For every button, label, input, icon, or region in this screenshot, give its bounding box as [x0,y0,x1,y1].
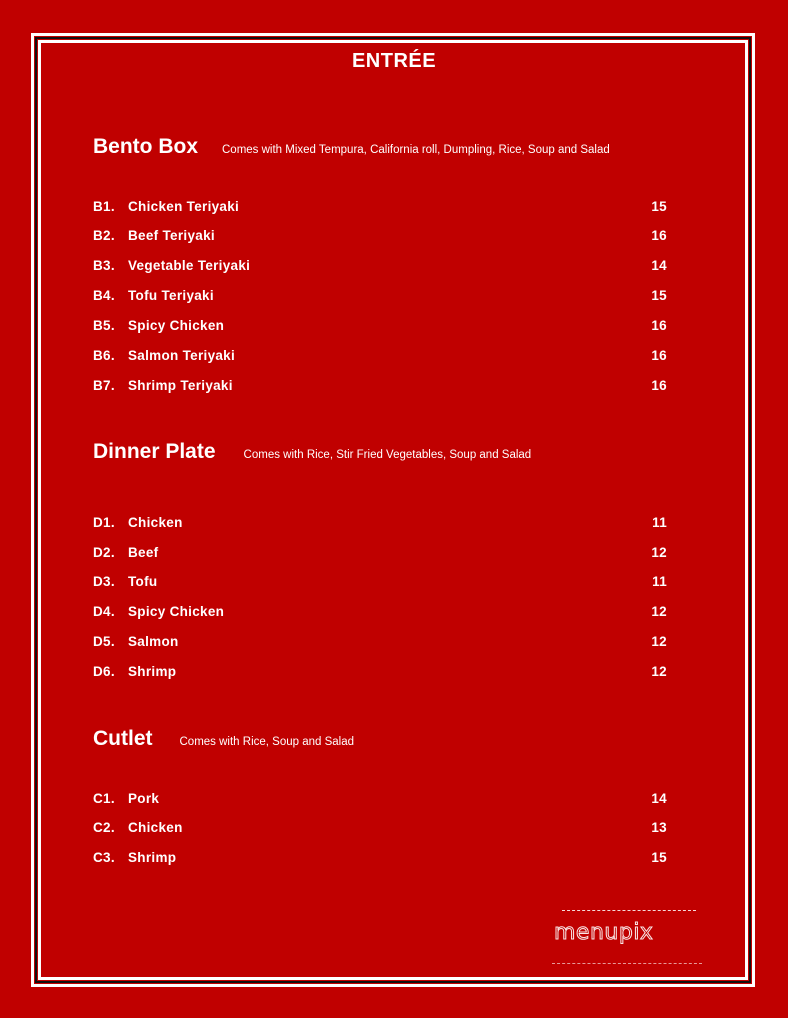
item-price: 16 [651,228,667,243]
item-name: Tofu Teriyaki [128,288,214,303]
item-name: Spicy Chicken [128,318,225,333]
menu-item [93,515,667,533]
item-name: Salmon [128,634,179,649]
page-title: ENTRÉE [351,50,437,72]
item-price: 15 [651,850,667,865]
item-name: Shrimp [128,850,177,865]
item-name: Shrimp Teriyaki [128,378,233,393]
item-price: 13 [651,820,667,835]
item-code: B5. [93,318,115,333]
section-description: Comes with Mixed Tempura, California roll, Dumpling, Rice, Soup and Salad [222,144,610,156]
item-code: D2. [93,545,115,560]
menu-item [93,318,667,336]
item-name: Chicken [128,820,183,835]
section-title: Bento Box [93,135,198,158]
item-name: Beef [128,545,159,560]
menu-item [93,228,667,246]
item-code: B1. [93,199,115,214]
section-header-bento-box [93,135,610,159]
item-code: D4. [93,604,115,619]
item-name: Shrimp [128,664,177,679]
menu-item [93,258,667,276]
section-header-cutlet [93,727,354,751]
item-price: 15 [651,288,667,303]
item-code: C3. [93,850,115,865]
item-name: Vegetable Teriyaki [128,258,251,273]
menu-item [93,574,667,592]
menu-item [93,850,667,868]
item-name: Chicken Teriyaki [128,199,240,214]
item-code: D5. [93,634,115,649]
item-price: 16 [651,378,667,393]
menu-item [93,545,667,563]
menu-item [93,820,667,838]
item-code: B6. [93,348,115,363]
item-code: B4. [93,288,115,303]
watermark-text: menupix [554,920,654,945]
item-price: 11 [652,574,667,589]
item-price: 12 [651,664,667,679]
item-price: 12 [651,545,667,560]
inner-border [38,40,748,980]
item-price: 14 [651,791,667,806]
menu-item [93,791,667,809]
item-name: Pork [128,791,160,806]
item-name: Chicken [128,515,183,530]
item-price: 11 [652,515,667,530]
watermark-line [562,910,696,911]
menu-item [93,199,667,217]
item-price: 15 [651,199,667,214]
menupix-watermark [548,908,708,966]
item-price: 12 [651,604,667,619]
watermark-line [552,963,702,964]
section-description: Comes with Rice, Soup and Salad [179,736,355,748]
item-code: B2. [93,228,115,243]
item-code: C2. [93,820,115,835]
section-title: Dinner Plate [93,440,216,463]
item-name: Tofu [128,574,158,589]
menu-item [93,604,667,622]
menu-item [93,634,667,652]
section-description: Comes with Rice, Stir Fried Vegetables, Soup and Salad [243,449,532,461]
item-price: 16 [651,318,667,333]
menu-item [93,664,667,682]
section-title: Cutlet [93,727,153,750]
menu-item [93,288,667,306]
section-header-dinner-plate [93,440,531,464]
item-code: D3. [93,574,115,589]
item-code: B7. [93,378,115,393]
item-code: D6. [93,664,115,679]
menu-item [93,348,667,366]
item-code: D1. [93,515,115,530]
item-name: Spicy Chicken [128,604,225,619]
item-name: Beef Teriyaki [128,228,215,243]
item-price: 12 [651,634,667,649]
item-name: Salmon Teriyaki [128,348,236,363]
item-code: B3. [93,258,115,273]
item-price: 14 [651,258,667,273]
item-price: 16 [651,348,667,363]
item-code: C1. [93,791,115,806]
menu-item [93,378,667,396]
